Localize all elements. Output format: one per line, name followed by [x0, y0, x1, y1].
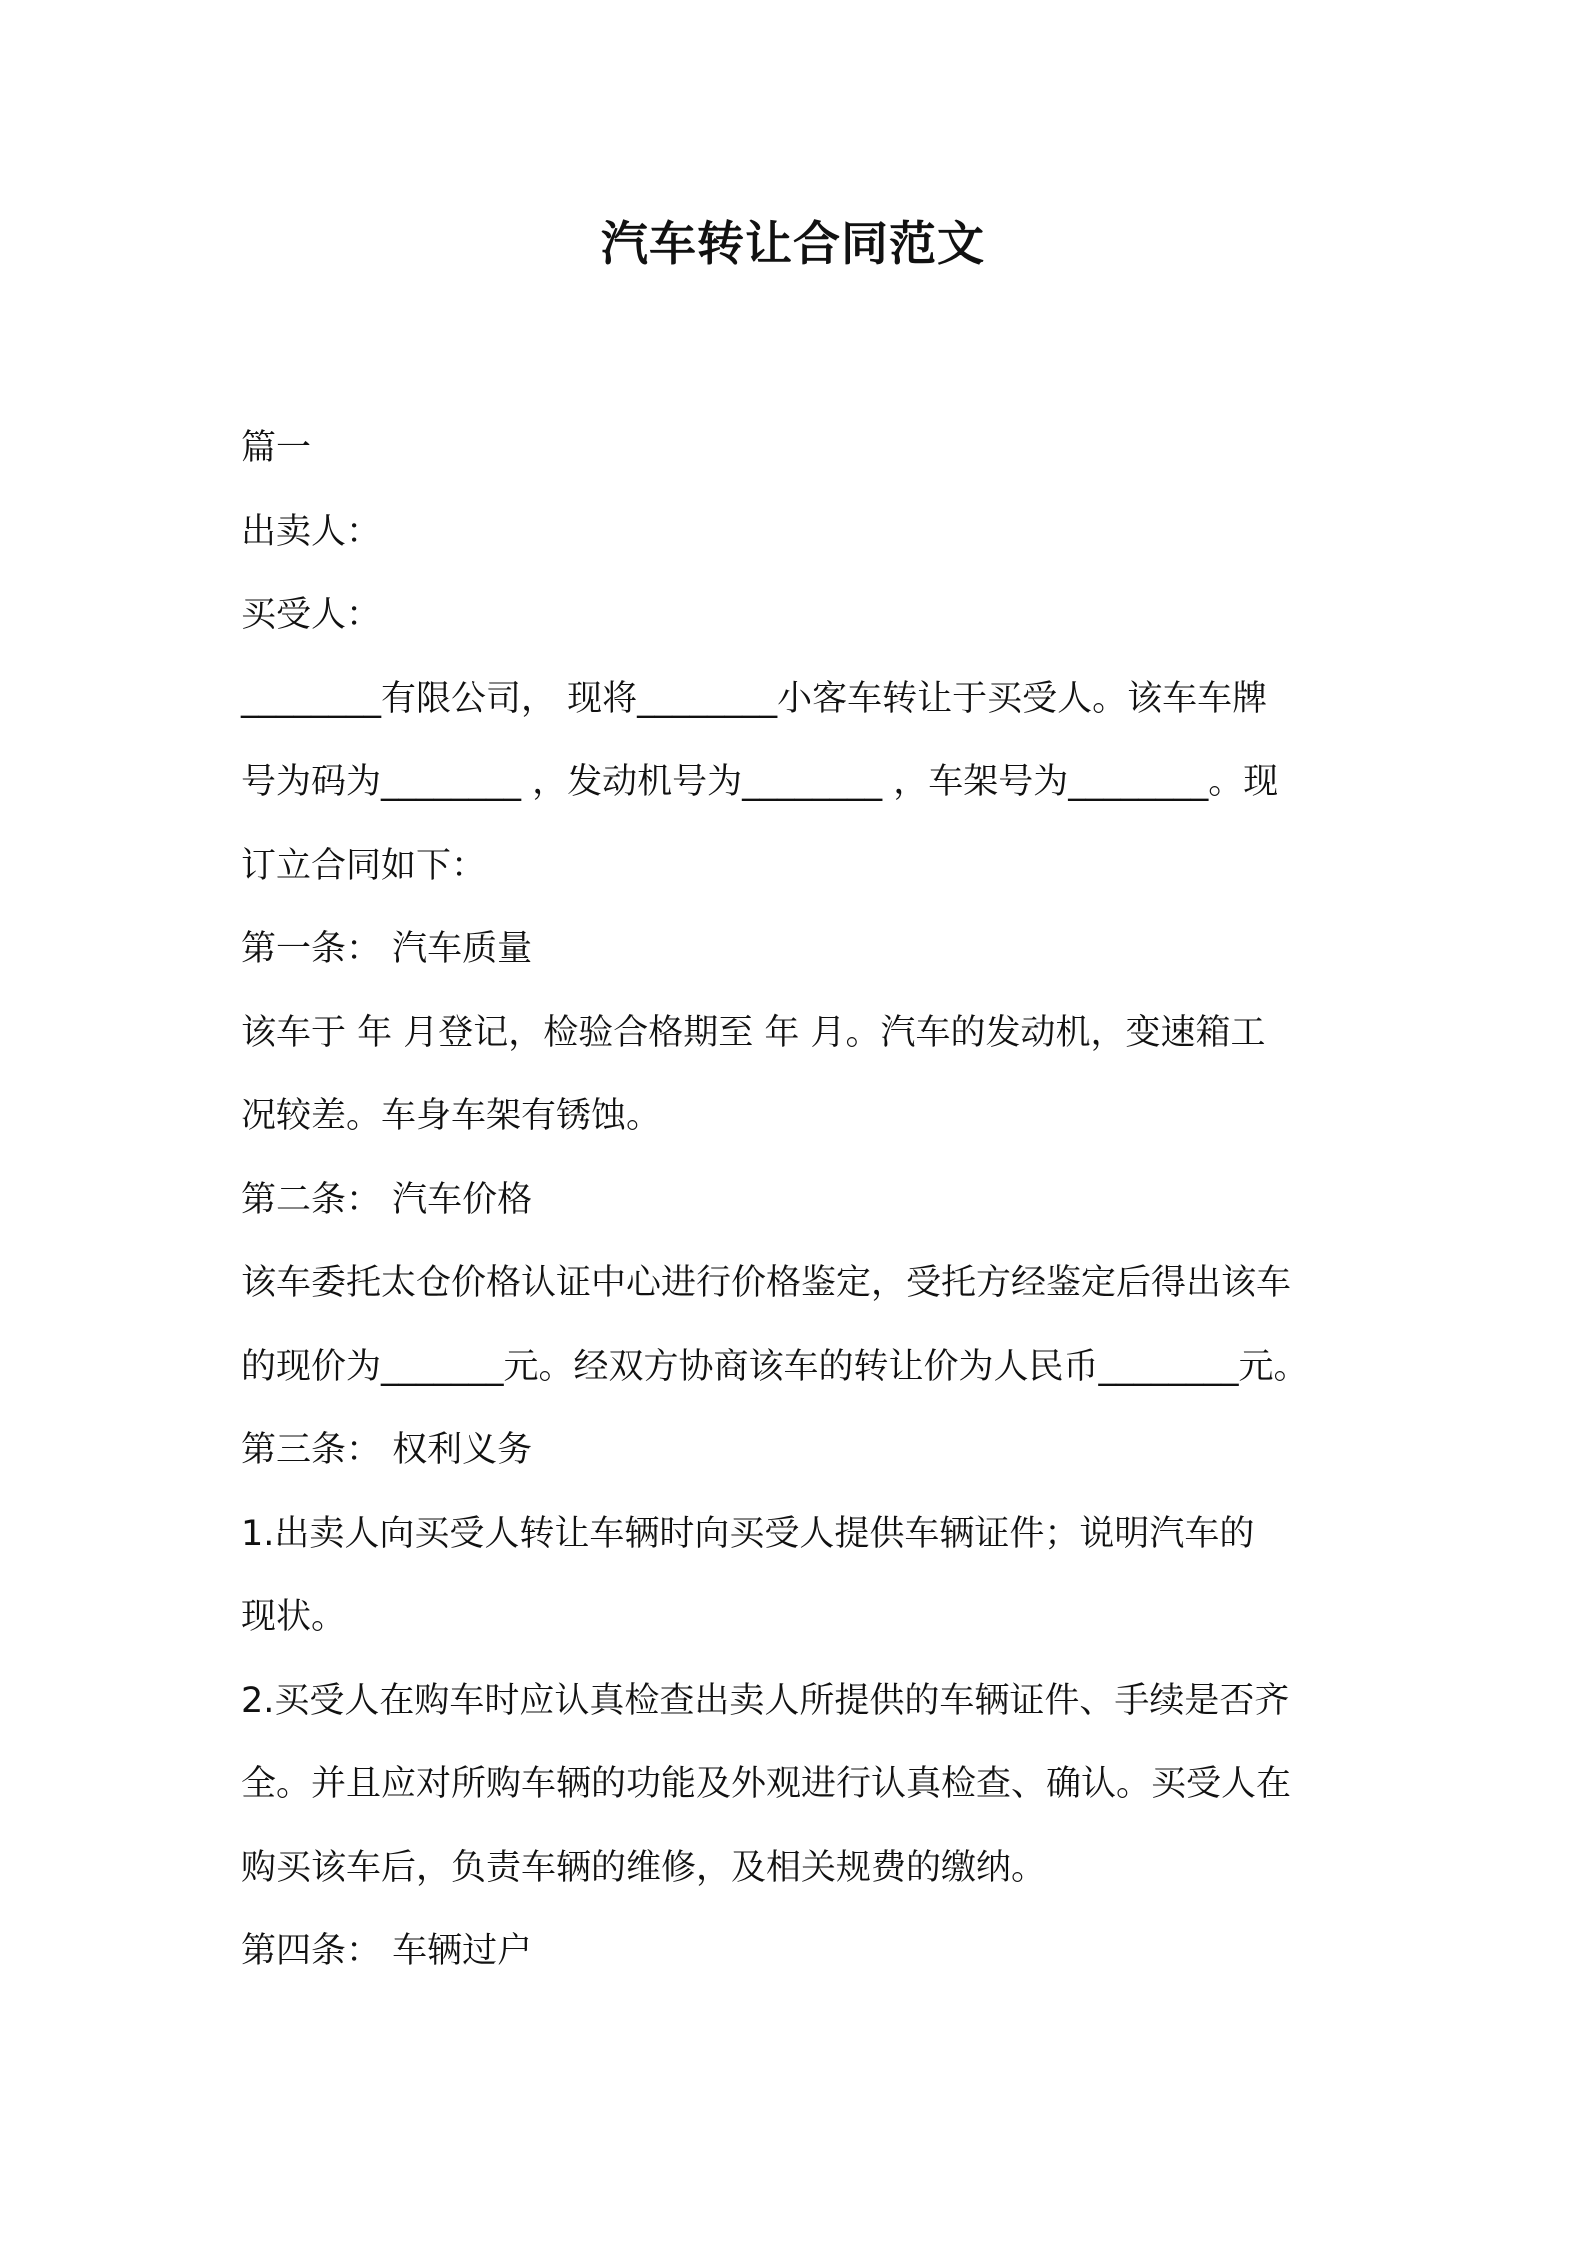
article-heading-4: 第四条： 车辆过户	[241, 1931, 533, 1971]
paragraph-line: 订立合同如下：	[241, 845, 487, 886]
document-body	[241, 407, 1361, 1994]
paragraph-line: ________有限公司， 现将________小客车转让于买受人。该车车牌	[241, 678, 1268, 719]
section-heading-part-one: 篇一	[241, 428, 312, 468]
article-heading-2: 第二条： 汽车价格	[241, 1179, 533, 1220]
document-title: 汽车转让合同范文	[601, 217, 985, 272]
paragraph-line: 现状。	[241, 1597, 347, 1637]
paragraph-line: 该车于 年 月登记，检验合格期至 年 月。汽车的发动机，变速箱工	[241, 1012, 1266, 1053]
paragraph-line: 全。并且应对所购车辆的功能及外观进行认真检查、确认。买受人在	[241, 1764, 1292, 1804]
article-heading-3: 第三条： 权利义务	[241, 1430, 533, 1470]
paragraph-line: 该车委托太仓价格认证中心进行价格鉴定，受托方经鉴定后得出该车	[241, 1263, 1292, 1303]
paragraph-line: 号为码为________ ，发动机号为________ ，车架号为________。现	[241, 762, 1279, 802]
paragraph-line: 的现价为_______元。经双方协商该车的转让价为人民币________元。	[241, 1346, 1309, 1387]
paragraph-line: 购买该车后，负责车辆的维修，及相关规费的缴纳。	[241, 1847, 1047, 1888]
seller-line: 出卖人：	[241, 511, 382, 552]
paragraph-line: 1.出卖人向买受人转让车辆时向买受人提供车辆证件；说明汽车的	[241, 1513, 1255, 1554]
buyer-line: 买受人：	[241, 595, 382, 635]
article-heading-1: 第一条： 汽车质量	[241, 929, 533, 969]
paragraph-line: 2.买受人在购车时应认真检查出卖人所提供的车辆证件、手续是否齐	[241, 1680, 1290, 1721]
paragraph-line: 况较差。车身车架有锈蚀。	[241, 1096, 662, 1136]
